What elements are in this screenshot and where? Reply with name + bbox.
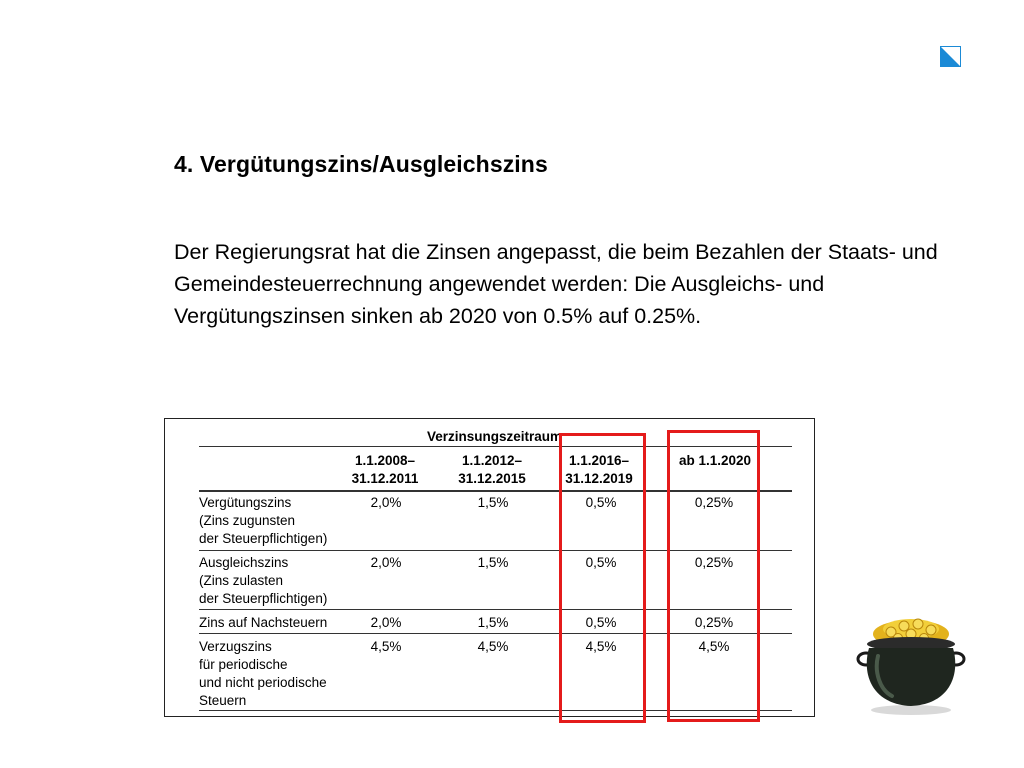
pot-of-gold-icon: [856, 612, 966, 717]
table-cell: 2,0%: [370, 495, 402, 510]
table-cell: 4,5%: [698, 639, 730, 654]
highlight-box-2020: [667, 430, 760, 722]
table-cell: 0,25%: [694, 495, 734, 510]
table-cell: 1,5%: [477, 555, 509, 570]
slide-body-text: Der Regierungsrat hat die Zinsen angepasst, die beim Bezahlen der Staats- und Gemeindesteuerrechnung angewendet werden: Die Ausgleichs- und Vergütungszinsen sinken ab 2020 von 0.5% auf 0.25%.: [174, 240, 938, 328]
column-header: 1.1.2016– 31.12.2019: [565, 453, 633, 486]
group-header: Verzinsungszeitraum: [427, 429, 563, 444]
highlight-box-2016-2019: [559, 433, 646, 723]
table-cell: 0,5%: [585, 495, 617, 510]
table-cell: 1,5%: [477, 615, 509, 630]
table-cell: 1,5%: [477, 495, 509, 510]
row-label: Ausgleichszins (Zins zulasten der Steuerpflichtigen): [199, 555, 328, 606]
table-cell: 2,0%: [370, 555, 402, 570]
row-label: Zins auf Nachsteuern: [199, 615, 328, 630]
table-cell: 4,5%: [477, 639, 509, 654]
table-cell: 0,5%: [585, 555, 617, 570]
table-cell: 2,0%: [370, 615, 402, 630]
column-header: 1.1.2012– 31.12.2015: [458, 453, 526, 486]
table-cell: 4,5%: [370, 639, 402, 654]
row-label: Vergütungszins (Zins zugunsten der Steuerpflichtigen): [199, 495, 328, 546]
canton-logo-icon: [940, 46, 961, 67]
table-cell: 0,25%: [694, 615, 734, 630]
table-cell: 4,5%: [585, 639, 617, 654]
table-cell: 0,5%: [585, 615, 617, 630]
column-header: ab 1.1.2020: [678, 453, 752, 468]
column-header: 1.1.2008– 31.12.2011: [351, 453, 419, 486]
table-cell: 0,25%: [694, 555, 734, 570]
slide-title: 4. Vergütungszins/Ausgleichszins: [174, 151, 548, 177]
row-label: Verzugszins für periodische und nicht periodische Steuern: [199, 639, 327, 708]
